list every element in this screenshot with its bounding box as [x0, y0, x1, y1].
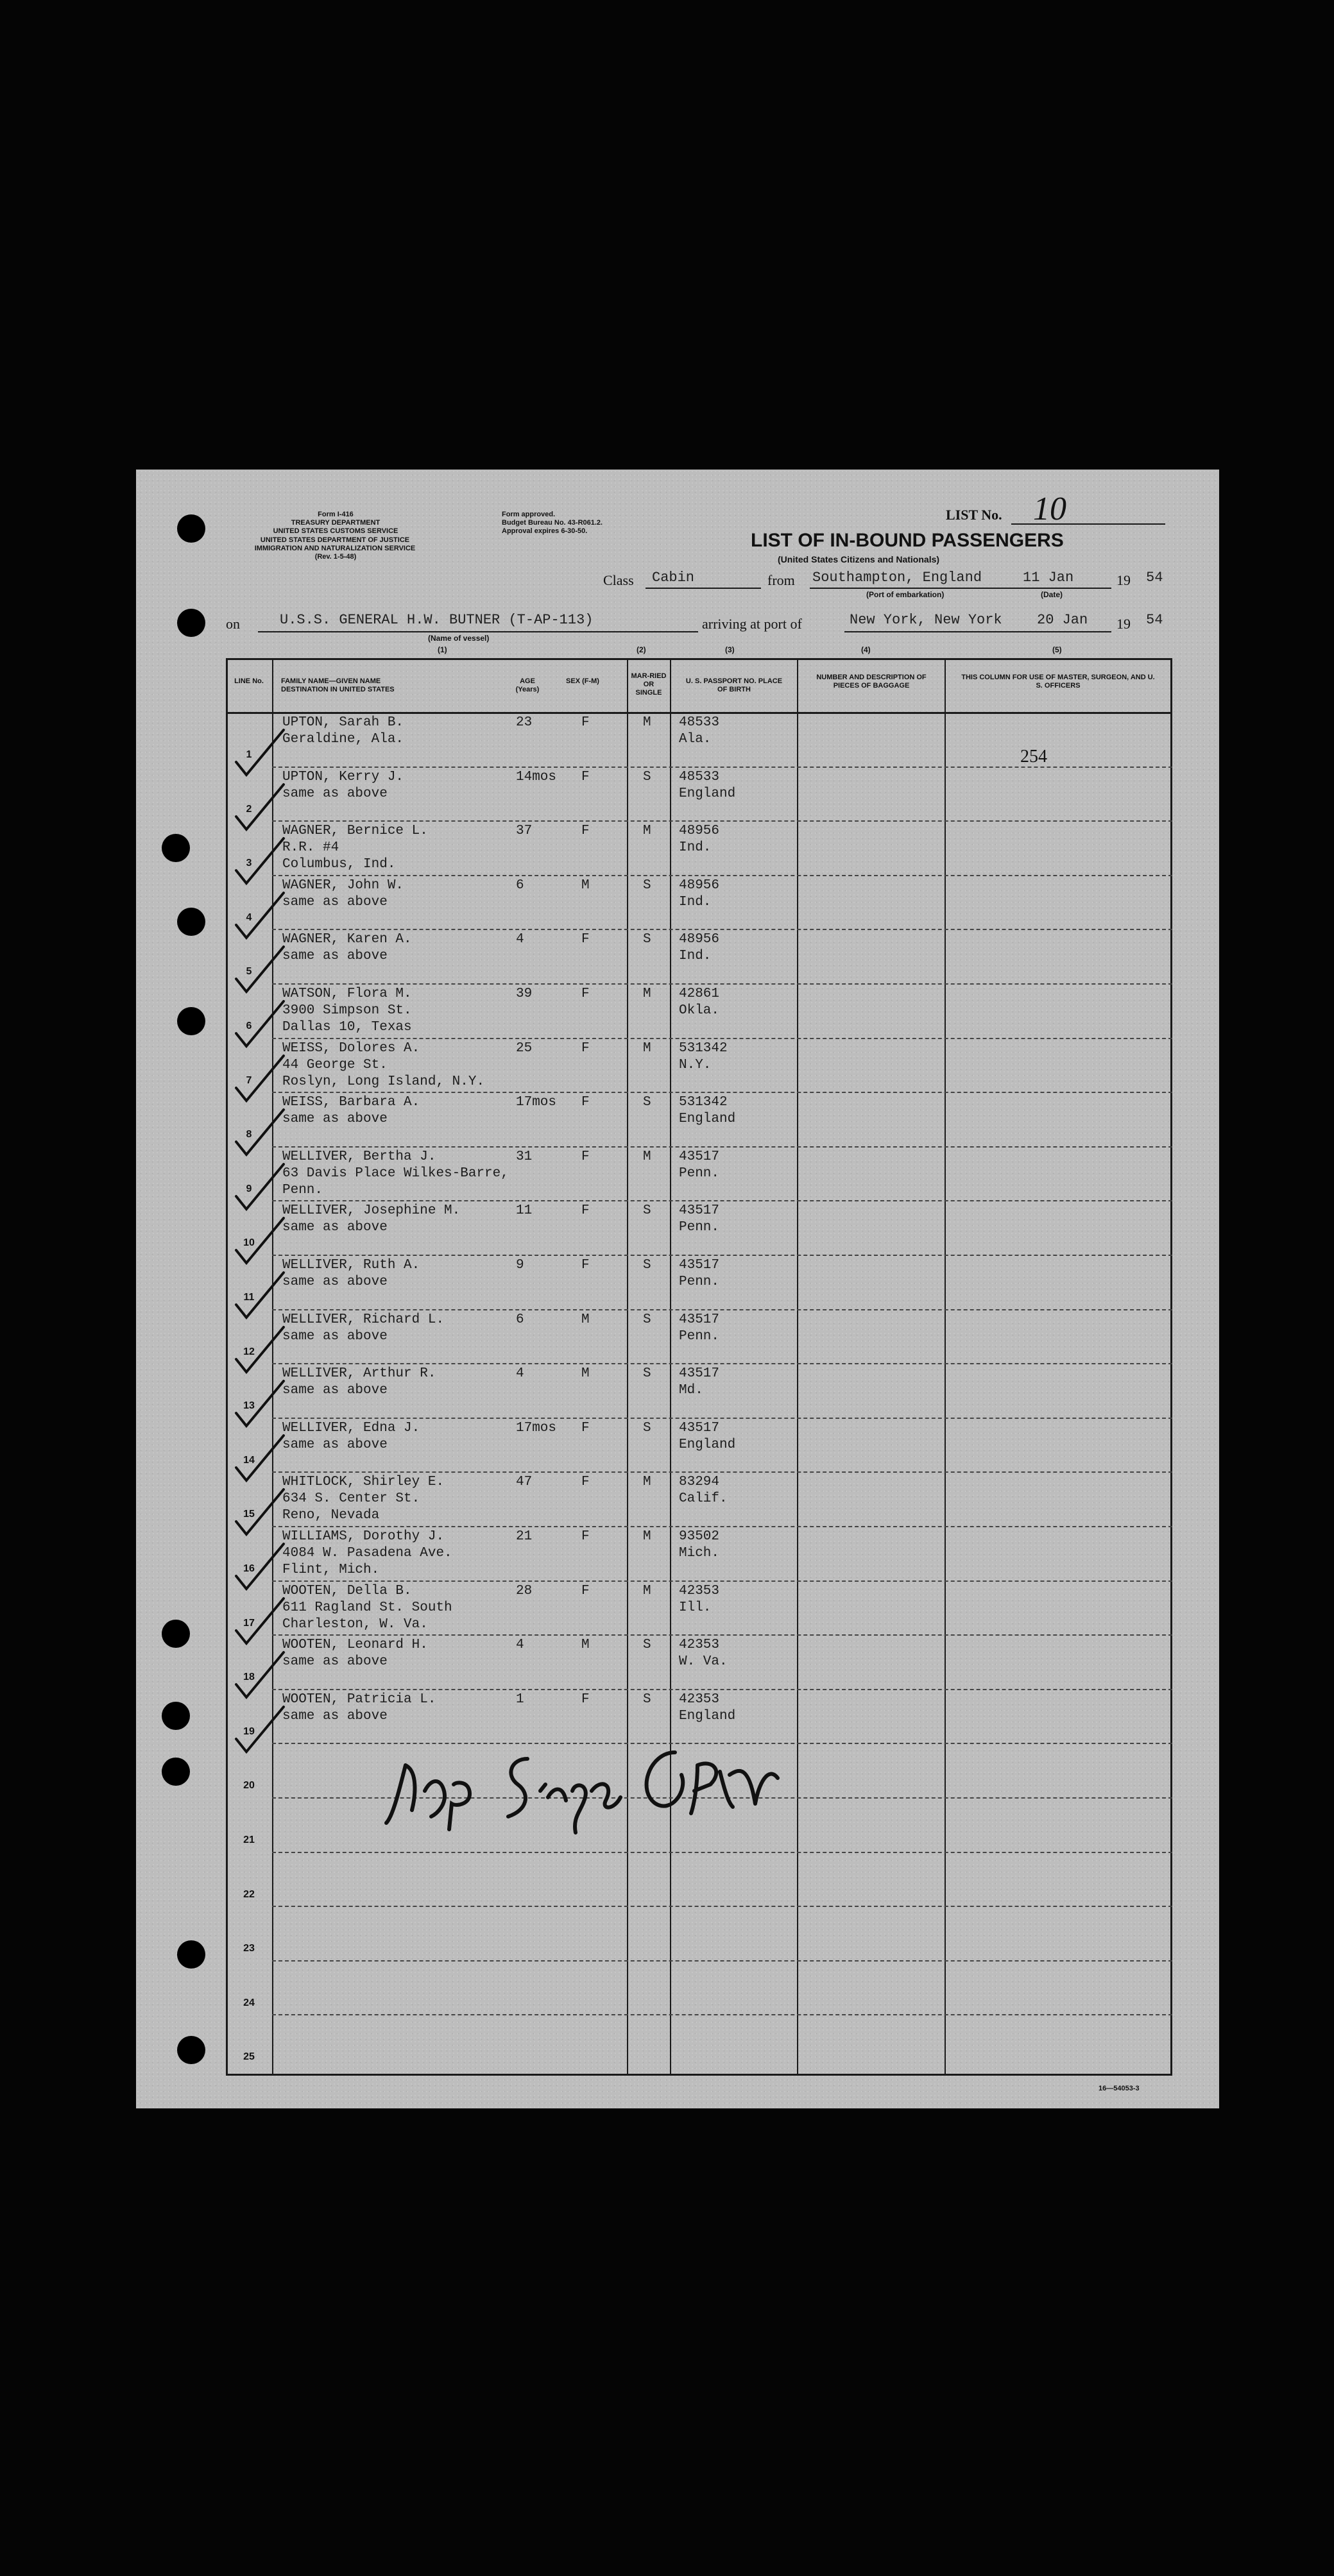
row-divider	[272, 2014, 1172, 2015]
row-divider	[272, 1418, 1172, 1419]
passenger-age: 37	[516, 824, 533, 839]
passport-number: 42353	[679, 1583, 720, 1598]
passenger-marital-status: S	[643, 1203, 651, 1219]
passenger-destination: 4084 W. Pasadena Ave.	[282, 1546, 452, 1561]
passenger-age: 17mos	[516, 1420, 557, 1436]
place-of-birth: Penn.	[679, 1275, 720, 1289]
passenger-sex: F	[581, 769, 590, 784]
passenger-destination: same as above	[282, 949, 388, 964]
line-number: 24	[243, 1997, 255, 2008]
col-divider-married	[670, 658, 671, 2076]
row-divider	[272, 1580, 1172, 1582]
passenger-name: WELLIVER, Bertha J.	[282, 1149, 436, 1164]
line-number: 19	[243, 1725, 255, 1737]
passenger-sex: F	[581, 1258, 590, 1273]
passenger-destination: R.R. #4	[282, 840, 339, 856]
class-value: Cabin	[652, 570, 695, 586]
passenger-destination: same as above	[282, 1708, 388, 1724]
passenger-destination-2: Flint, Mich.	[282, 1563, 380, 1577]
on-label: on	[226, 616, 240, 632]
passenger-marital-status: M	[643, 987, 651, 1001]
passenger-marital-status: M	[643, 1475, 651, 1490]
place-of-birth: Penn.	[679, 1220, 720, 1235]
passenger-destination: same as above	[282, 1437, 388, 1452]
check-mark-icon	[230, 1376, 287, 1434]
passenger-sex: F	[581, 1691, 590, 1707]
passenger-destination: 611 Ragland St. South	[282, 1600, 452, 1615]
passenger-sex: F	[581, 987, 590, 1001]
col-header-line: LINE No.	[234, 677, 264, 685]
check-mark-icon	[230, 1593, 287, 1651]
passenger-marital-status: S	[643, 1258, 651, 1273]
row-divider	[272, 1200, 1172, 1201]
date-caption: (Date)	[1041, 590, 1063, 599]
passenger-name: WAGNER, Bernice L.	[282, 824, 428, 839]
header-divider	[226, 712, 1172, 714]
from-underline	[810, 588, 1111, 589]
passenger-destination: 634 S. Center St.	[282, 1491, 420, 1507]
row-divider	[272, 1526, 1172, 1527]
row-divider	[272, 820, 1172, 822]
passport-number: 43517	[679, 1203, 720, 1219]
passenger-age: 6	[516, 1312, 524, 1327]
arrival-date: 20 Jan	[1037, 612, 1088, 628]
line-number: 5	[246, 966, 252, 978]
embarkation-date: 11 Jan	[1023, 570, 1074, 586]
col-number-2: (2)	[637, 645, 646, 654]
passport-number: 48956	[679, 824, 720, 839]
passenger-sex: F	[581, 1583, 590, 1598]
passenger-name: WHITLOCK, Shirley E.	[282, 1475, 445, 1490]
line-number: 17	[243, 1617, 255, 1629]
line-number: 14	[243, 1454, 255, 1466]
passenger-destination-2: Columbus, Ind.	[282, 857, 396, 872]
row-divider	[272, 1906, 1172, 1907]
place-of-birth: Okla.	[679, 1003, 720, 1018]
line-number: 23	[243, 1943, 255, 1954]
check-mark-icon	[230, 725, 287, 783]
col-header-married: MAR-RIED OR SINGLE	[631, 672, 667, 697]
passenger-name: UPTON, Sarah B.	[282, 715, 404, 730]
passport-number: 43517	[679, 1312, 720, 1327]
check-mark-icon	[230, 1105, 287, 1162]
line-number: 25	[243, 2051, 255, 2063]
col-number-1: (1)	[438, 645, 447, 654]
punch-hole	[162, 1758, 190, 1786]
punch-hole	[162, 834, 190, 862]
passenger-marital-status: M	[643, 715, 651, 730]
row-divider	[272, 875, 1172, 876]
passport-number: 43517	[679, 1366, 720, 1382]
passenger-name: WEISS, Dolores A.	[282, 1040, 420, 1056]
place-of-birth: W. Va.	[679, 1654, 728, 1670]
punch-hole	[177, 2036, 205, 2064]
check-mark-icon	[230, 1213, 287, 1271]
approval-expires: Approval expires 6-30-50.	[502, 527, 588, 535]
passenger-age: 28	[516, 1583, 533, 1598]
passenger-name: WELLIVER, Edna J.	[282, 1420, 420, 1436]
treasury-dept: TREASURY DEPARTMENT	[291, 519, 381, 527]
passenger-destination: same as above	[282, 1220, 388, 1235]
check-mark-icon	[230, 1539, 287, 1597]
passenger-marital-status: S	[643, 769, 651, 784]
class-underline	[646, 588, 761, 589]
passenger-sex: M	[581, 1638, 590, 1653]
passenger-destination: same as above	[282, 1275, 388, 1289]
passenger-marital-status: M	[643, 824, 651, 839]
row-divider	[272, 983, 1172, 985]
row-divider	[272, 1634, 1172, 1636]
passenger-age: 9	[516, 1258, 524, 1273]
col-number-5: (5)	[1052, 645, 1062, 654]
passenger-marital-status: M	[643, 1583, 651, 1598]
passport-number: 93502	[679, 1529, 720, 1544]
form-number: Form I-416	[318, 511, 354, 518]
passenger-destination: same as above	[282, 1654, 388, 1670]
passenger-destination-2: Reno, Nevada	[282, 1508, 380, 1523]
row-divider	[272, 1471, 1172, 1473]
arrival-year-prefix: 19	[1116, 616, 1131, 632]
line-number: 8	[246, 1129, 252, 1140]
arrival-port: New York, New York	[850, 612, 1002, 628]
row-divider	[272, 1852, 1172, 1853]
row-divider	[272, 1309, 1172, 1310]
col-divider-name	[627, 658, 628, 2076]
col-header-sex: SEX (F-M)	[566, 677, 599, 685]
justice-dept: UNITED STATES DEPARTMENT OF JUSTICE	[260, 536, 410, 544]
passenger-age: 6	[516, 877, 524, 893]
form-revision: (Rev. 1-5-48)	[314, 553, 357, 561]
col-header-passport: U. S. PASSPORT NO. PLACE OF BIRTH	[685, 677, 783, 693]
list-number-label: LIST No.	[946, 507, 1002, 523]
customs-service: UNITED STATES CUSTOMS SERVICE	[273, 527, 398, 535]
line-number: 2	[246, 803, 252, 815]
passenger-name: WELLIVER, Richard L.	[282, 1312, 445, 1327]
check-mark-icon	[230, 996, 287, 1054]
punch-hole	[177, 1940, 205, 1969]
place-of-birth: Mich.	[679, 1546, 720, 1561]
passenger-destination: same as above	[282, 894, 388, 910]
check-mark-icon	[230, 1159, 287, 1217]
passenger-marital-status: S	[643, 877, 651, 893]
passenger-sex: M	[581, 1312, 590, 1327]
class-label: Class	[603, 572, 634, 588]
passenger-name: WOOTEN, Della B.	[282, 1583, 412, 1598]
passport-number: 531342	[679, 1095, 728, 1110]
row-divider	[272, 1038, 1172, 1039]
passenger-marital-status: S	[643, 1420, 651, 1436]
passenger-age: 47	[516, 1475, 533, 1490]
passenger-sex: F	[581, 1529, 590, 1544]
row-divider	[272, 1689, 1172, 1690]
place-of-birth: England	[679, 1708, 736, 1724]
passenger-age: 17mos	[516, 1095, 557, 1110]
place-of-birth: England	[679, 1437, 736, 1452]
passenger-marital-status: M	[643, 1529, 651, 1544]
passenger-name: WAGNER, Karen A.	[282, 932, 412, 947]
passenger-sex: F	[581, 1203, 590, 1219]
check-mark-icon	[230, 1430, 287, 1488]
passenger-name: WOOTEN, Patricia L.	[282, 1691, 436, 1707]
port-embarkation-caption: (Port of embarkation)	[866, 590, 945, 599]
passenger-name: WAGNER, John W.	[282, 877, 404, 893]
passport-number: 42861	[679, 987, 720, 1001]
form-approved: Form approved.	[502, 511, 556, 518]
place-of-birth: England	[679, 1112, 736, 1127]
line-number: 4	[246, 911, 252, 923]
passenger-destination: 3900 Simpson St.	[282, 1003, 412, 1018]
passenger-age: 23	[516, 715, 533, 730]
place-of-birth: Ill.	[679, 1600, 712, 1615]
passenger-destination: same as above	[282, 1383, 388, 1398]
passenger-age: 31	[516, 1149, 533, 1164]
vessel-name: U.S.S. GENERAL H.W. BUTNER (T-AP-113)	[280, 612, 594, 628]
place-of-birth: Penn.	[679, 1328, 720, 1344]
passenger-sex: F	[581, 1475, 590, 1490]
passport-number: 531342	[679, 1040, 728, 1056]
passenger-destination-2: Penn.	[282, 1182, 323, 1198]
check-mark-icon	[230, 779, 287, 837]
passenger-age: 39	[516, 987, 533, 1001]
arrival-underline	[844, 631, 1111, 632]
passport-number: 42353	[679, 1638, 720, 1653]
line-number: 12	[243, 1346, 255, 1357]
check-mark-icon	[230, 942, 287, 999]
passenger-destination: same as above	[282, 1112, 388, 1127]
passport-number: 48956	[679, 932, 720, 947]
list-number: 10	[1033, 491, 1066, 527]
passenger-age: 11	[516, 1203, 533, 1219]
place-of-birth: Ind.	[679, 840, 712, 856]
check-mark-icon	[230, 888, 287, 945]
col-number-3: (3)	[725, 645, 735, 654]
page-title: LIST OF IN-BOUND PASSENGERS	[751, 530, 1064, 551]
passenger-age: 4	[516, 932, 524, 947]
port-of-embarkation: Southampton, England	[812, 570, 982, 586]
row-divider	[272, 1146, 1172, 1148]
passenger-sex: F	[581, 824, 590, 839]
check-mark-icon	[230, 833, 287, 891]
year-prefix: 19	[1116, 572, 1131, 588]
passenger-name: WELLIVER, Ruth A.	[282, 1258, 420, 1273]
passenger-name: WELLIVER, Josephine M.	[282, 1203, 461, 1219]
line-number: 15	[243, 1509, 255, 1520]
passport-number: 48533	[679, 769, 720, 784]
passenger-age: 4	[516, 1366, 524, 1382]
passenger-age: 4	[516, 1638, 524, 1653]
budget-bureau: Budget Bureau No. 43-R061.2.	[502, 519, 603, 527]
passenger-name: UPTON, Kerry J.	[282, 769, 404, 784]
check-mark-icon	[230, 1647, 287, 1705]
from-label: from	[767, 572, 795, 588]
line-number: 1	[246, 749, 252, 760]
passenger-destination-2: Dallas 10, Texas	[282, 1020, 412, 1035]
col-divider-baggage	[945, 658, 946, 2076]
passport-number: 43517	[679, 1149, 720, 1164]
place-of-birth: Md.	[679, 1383, 703, 1398]
passenger-destination: Geraldine, Ala.	[282, 732, 404, 747]
punch-hole	[162, 1702, 190, 1730]
passenger-name: WILLIAMS, Dorothy J.	[282, 1529, 445, 1544]
punch-hole	[162, 1620, 190, 1648]
passenger-age: 25	[516, 1040, 533, 1056]
check-mark-icon	[230, 1702, 287, 1759]
passenger-age: 21	[516, 1529, 533, 1544]
passenger-sex: F	[581, 1420, 590, 1436]
passenger-marital-status: M	[643, 1040, 651, 1056]
passenger-sex: F	[581, 1040, 590, 1056]
col-header-baggage: NUMBER AND DESCRIPTION OF PIECES OF BAGGAGE	[816, 674, 927, 690]
col-divider-passport	[797, 658, 798, 2076]
passenger-marital-status: S	[643, 1312, 651, 1327]
line-number: 6	[246, 1021, 252, 1031]
line-number: 7	[246, 1074, 252, 1086]
passenger-sex: F	[581, 1095, 590, 1110]
line-number: 10	[243, 1237, 255, 1249]
passenger-destination: 44 George St.	[282, 1057, 388, 1072]
row-divider	[272, 929, 1172, 930]
inspector-signature	[380, 1720, 791, 1842]
place-of-birth: N.Y.	[679, 1057, 712, 1072]
passenger-marital-status: S	[643, 1691, 651, 1707]
arriving-label: arriving at port of	[698, 616, 806, 632]
place-of-birth: Penn.	[679, 1165, 720, 1181]
row-divider	[272, 1092, 1172, 1093]
page-subtitle: (United States Citizens and Nationals)	[778, 554, 940, 564]
col-header-age: AGE (Years)	[515, 677, 540, 693]
place-of-birth: Ind.	[679, 894, 712, 910]
passenger-name: WEISS, Barbara A.	[282, 1095, 420, 1110]
line-number: 11	[243, 1292, 255, 1303]
vessel-caption: (Name of vessel)	[428, 634, 490, 643]
punch-hole	[177, 514, 205, 543]
passenger-marital-status: S	[643, 1638, 651, 1653]
row-divider	[272, 1363, 1172, 1364]
passport-number: 42353	[679, 1691, 720, 1707]
list-number-underline	[1011, 523, 1165, 525]
line-number: 22	[243, 1888, 255, 1900]
check-mark-icon	[230, 1051, 287, 1108]
passport-number: 48533	[679, 715, 720, 730]
col-header-name: FAMILY NAME—GIVEN NAME DESTINATION IN UNITED STATES	[281, 677, 395, 693]
punch-hole	[177, 609, 205, 637]
passenger-sex: M	[581, 1366, 590, 1382]
vessel-underline	[258, 631, 771, 632]
place-of-birth: Calif.	[679, 1491, 728, 1507]
col-header-officers: THIS COLUMN FOR USE OF MASTER, SURGEON, AND U. S. OFFICERS	[961, 674, 1155, 690]
passenger-sex: F	[581, 1149, 590, 1164]
passenger-destination: 63 Davis Place Wilkes-Barre,	[282, 1165, 509, 1181]
officer-note: 254	[1020, 747, 1047, 767]
place-of-birth: Ala.	[679, 732, 712, 747]
passenger-destination: same as above	[282, 786, 388, 801]
place-of-birth: England	[679, 786, 736, 801]
row-divider	[272, 767, 1172, 768]
row-divider	[272, 1255, 1172, 1256]
arrival-year: 54	[1146, 612, 1163, 628]
footer-code: 16—54053-3	[1099, 2085, 1140, 2092]
col-number-4: (4)	[861, 645, 871, 654]
passport-number: 83294	[679, 1475, 720, 1490]
place-of-birth: Ind.	[679, 949, 712, 964]
passenger-marital-status: S	[643, 1095, 651, 1110]
passport-number: 43517	[679, 1258, 720, 1273]
line-number: 20	[243, 1780, 255, 1792]
check-mark-icon	[230, 1484, 287, 1542]
passenger-marital-status: S	[643, 1366, 651, 1382]
passenger-sex: F	[581, 932, 590, 947]
passenger-marital-status: S	[643, 932, 651, 947]
check-mark-icon	[230, 1322, 287, 1380]
embarkation-year: 54	[1146, 570, 1163, 586]
line-number: 18	[243, 1672, 255, 1683]
passenger-name: WELLIVER, Arthur R.	[282, 1366, 436, 1382]
check-mark-icon	[230, 1267, 287, 1325]
passenger-marital-status: M	[643, 1149, 651, 1164]
passenger-name: WOOTEN, Leonard H.	[282, 1638, 428, 1653]
passenger-destination-2: Charleston, W. Va.	[282, 1616, 428, 1632]
line-number: 16	[243, 1563, 255, 1574]
passenger-destination: same as above	[282, 1328, 388, 1344]
row-divider	[272, 1960, 1172, 1962]
line-number: 9	[246, 1183, 252, 1194]
passenger-destination-2: Roslyn, Long Island, N.Y.	[282, 1074, 485, 1089]
passport-number: 43517	[679, 1420, 720, 1436]
line-number: 21	[243, 1835, 255, 1845]
passenger-age: 1	[516, 1691, 524, 1707]
line-number: 3	[246, 858, 252, 869]
passenger-age: 14mos	[516, 769, 557, 784]
immigration-service: IMMIGRATION AND NATURALIZATION SERVICE	[254, 545, 416, 552]
passenger-sex: F	[581, 715, 590, 730]
passenger-sex: M	[581, 877, 590, 893]
manifest-page	[136, 470, 1219, 2108]
passport-number: 48956	[679, 877, 720, 893]
punch-hole	[177, 908, 205, 936]
line-number: 13	[243, 1400, 255, 1412]
passenger-name: WATSON, Flora M.	[282, 987, 412, 1001]
punch-hole	[177, 1007, 205, 1035]
